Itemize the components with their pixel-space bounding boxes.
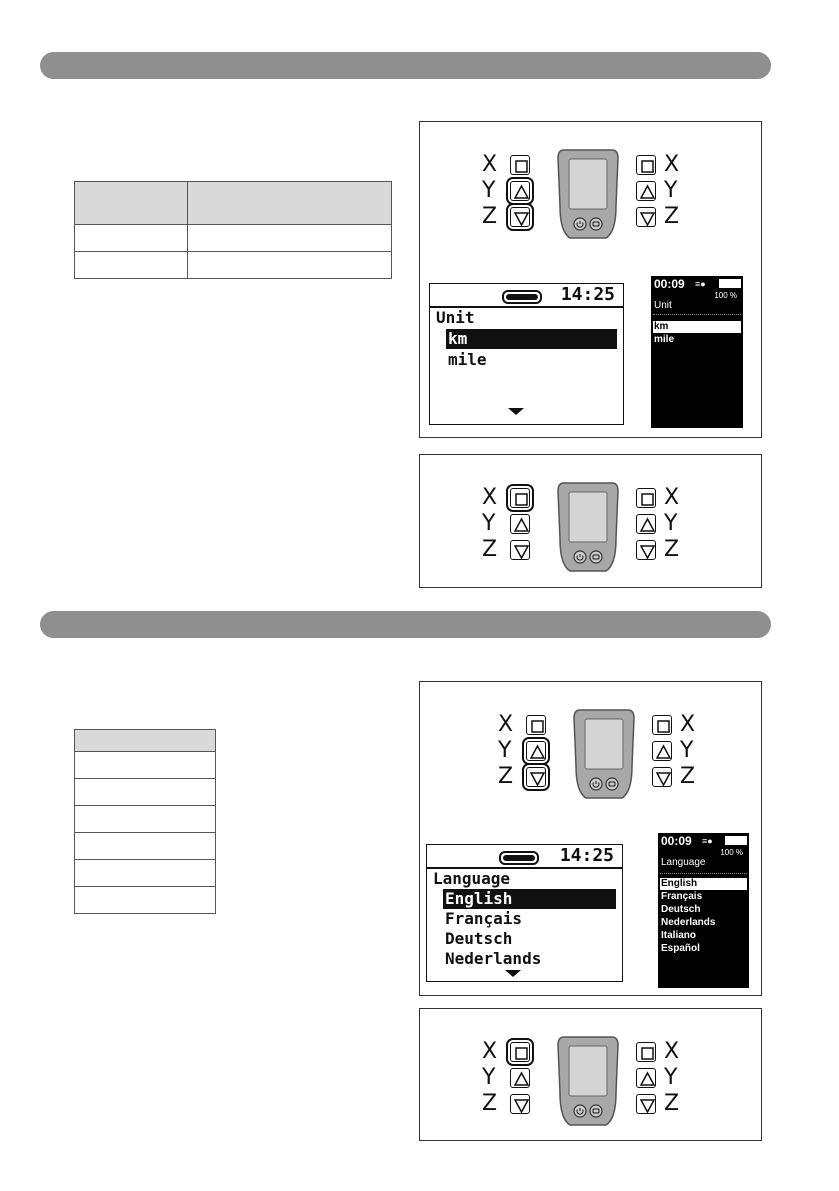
right-key-row-y (636, 1065, 696, 1091)
dark-item: mile (654, 334, 675, 345)
dark-divider (653, 314, 741, 315)
down-key-right[interactable] (636, 1094, 656, 1114)
key-letter: Z (482, 537, 498, 562)
panel-language-select (419, 681, 762, 996)
key-letter: Z (498, 764, 514, 789)
up-key-right[interactable] (636, 514, 656, 534)
scroll-down-arrow-icon (505, 970, 521, 977)
table-cell (75, 752, 216, 779)
square-icon (655, 718, 672, 735)
light-icon: ≡● (695, 279, 706, 289)
section-band-language (40, 611, 771, 638)
lcd-screen-unit (429, 283, 624, 425)
dark-item: km (653, 321, 741, 333)
dark-item: Italiano (661, 930, 697, 941)
battery-icon (719, 279, 741, 288)
cycle-computer-icon (572, 706, 636, 802)
key-letter: X (664, 485, 680, 510)
dark-divider (660, 873, 747, 874)
left-key-row-x (482, 1039, 542, 1065)
table-cell (188, 252, 392, 279)
lcd-item-km: km (446, 329, 617, 349)
triangle-down-icon (529, 770, 546, 787)
dark-title: Language (661, 857, 706, 868)
battery-icon (499, 851, 539, 865)
triangle-down-icon (655, 770, 672, 787)
triangle-down-icon (513, 543, 530, 560)
color-display-language (658, 833, 749, 988)
triangle-up-icon (513, 1071, 530, 1088)
lcd-item-nederlands: Nederlands (445, 949, 542, 968)
key-letter: X (482, 485, 498, 510)
dark-item: English (660, 878, 747, 890)
key-letter: X (664, 152, 680, 177)
down-key-right[interactable] (636, 207, 656, 227)
key-letter: Y (664, 1065, 678, 1090)
key-letter: Y (498, 738, 512, 763)
triangle-up-icon (513, 184, 530, 201)
panel-unit-confirm (419, 454, 762, 588)
dark-item: Deutsch (661, 904, 701, 915)
key-letter: Y (482, 1065, 496, 1090)
scroll-down-arrow-icon (508, 408, 524, 415)
light-icon: ≡● (702, 836, 713, 846)
right-key-row-y (636, 178, 696, 204)
right-key-row-y (636, 511, 696, 537)
left-key-row-x (482, 485, 542, 511)
left-key-row-z (482, 204, 542, 230)
triangle-up-icon (639, 184, 656, 201)
lcd-item-deutsch: Deutsch (445, 929, 513, 948)
key-letter: Y (680, 738, 694, 763)
key-letter: Z (482, 1091, 498, 1116)
right-key-row-z (636, 537, 696, 563)
key-letter: X (680, 712, 696, 737)
key-letter: Z (482, 204, 498, 229)
table-cell (75, 806, 216, 833)
triangle-up-icon (529, 744, 546, 761)
square-icon (529, 718, 546, 735)
square-icon (639, 158, 656, 175)
triangle-down-icon (639, 210, 656, 227)
right-key-row-y (652, 738, 712, 764)
key-letter: Z (680, 764, 696, 789)
square-key-left[interactable] (510, 155, 530, 175)
dark-time: 00:09 (654, 277, 685, 291)
key-letter: Y (482, 511, 496, 536)
square-key-left[interactable] (510, 488, 530, 508)
down-key-left[interactable] (510, 1094, 530, 1114)
down-key-left[interactable] (510, 540, 530, 560)
table-cell (188, 225, 392, 252)
lcd-item-mile: mile (448, 350, 487, 369)
square-icon (513, 158, 530, 175)
lcd-item-francais: Français (445, 909, 523, 928)
unit-table (74, 181, 392, 279)
right-key-row-x (652, 712, 712, 738)
up-key-right[interactable] (636, 1068, 656, 1088)
left-key-row-y (482, 511, 542, 537)
lcd-time: 14:25 (559, 845, 614, 866)
table-cell (75, 225, 188, 252)
right-key-row-x (636, 152, 696, 178)
left-key-row-x (482, 152, 542, 178)
square-key-right[interactable] (636, 155, 656, 175)
key-letter: X (482, 1039, 498, 1064)
triangle-down-icon (513, 1097, 530, 1114)
up-key-right[interactable] (636, 181, 656, 201)
language-table (74, 729, 216, 914)
right-key-row-x (636, 485, 696, 511)
right-key-row-x (636, 1039, 696, 1065)
key-letter: Y (664, 178, 678, 203)
up-key-right[interactable] (652, 741, 672, 761)
dark-time: 00:09 (661, 834, 692, 848)
right-key-row-z (636, 204, 696, 230)
key-letter: Z (664, 537, 680, 562)
triangle-up-icon (513, 517, 530, 534)
battery-icon (502, 290, 542, 304)
left-key-row-y (482, 1065, 542, 1091)
left-key-row-y (498, 738, 558, 764)
square-key-left[interactable] (526, 715, 546, 735)
dark-item: Español (661, 943, 700, 954)
triangle-down-icon (513, 210, 530, 227)
battery-icon (725, 836, 747, 845)
triangle-up-icon (655, 744, 672, 761)
square-key-right[interactable] (636, 488, 656, 508)
up-key-left[interactable] (510, 514, 530, 534)
table-header-cell (75, 182, 188, 225)
up-key-left[interactable] (510, 181, 530, 201)
table-cell (75, 779, 216, 806)
square-icon (639, 491, 656, 508)
battery-percent: 100 % (714, 291, 737, 300)
down-key-right[interactable] (652, 767, 672, 787)
lcd-screen-language (426, 844, 623, 982)
down-key-left[interactable] (510, 207, 530, 227)
left-key-row-z (482, 537, 542, 563)
table-cell (75, 252, 188, 279)
dark-item: Nederlands (661, 917, 716, 928)
up-key-left[interactable] (510, 1068, 530, 1088)
cycle-computer-icon (556, 1033, 620, 1129)
dark-item: Français (661, 891, 703, 902)
square-key-left[interactable] (510, 1042, 530, 1062)
table-header-cell (75, 730, 216, 752)
lcd-item-english: English (443, 889, 616, 909)
key-letter: Z (664, 204, 680, 229)
left-key-row-z (498, 764, 558, 790)
table-cell (75, 887, 216, 914)
right-key-row-z (652, 764, 712, 790)
key-letter: X (498, 712, 514, 737)
down-key-right[interactable] (636, 540, 656, 560)
dark-title: Unit (654, 300, 672, 311)
lcd-time: 14:25 (560, 284, 615, 305)
cycle-computer-icon (556, 479, 620, 575)
up-key-left[interactable] (526, 741, 546, 761)
square-key-right[interactable] (636, 1042, 656, 1062)
square-key-right[interactable] (652, 715, 672, 735)
key-letter: X (482, 152, 498, 177)
cycle-computer-icon (556, 146, 620, 242)
battery-percent: 100 % (720, 848, 743, 857)
panel-unit-select (419, 121, 762, 438)
down-key-left[interactable] (526, 767, 546, 787)
table-cell (75, 860, 216, 887)
lcd-title: Unit (436, 308, 475, 327)
left-key-row-y (482, 178, 542, 204)
key-letter: X (664, 1039, 680, 1064)
left-key-row-z (482, 1091, 542, 1117)
triangle-up-icon (639, 517, 656, 534)
key-letter: Z (664, 1091, 680, 1116)
square-icon (513, 491, 530, 508)
panel-language-confirm (419, 1008, 762, 1141)
table-header-cell (188, 182, 392, 225)
table-cell (75, 833, 216, 860)
right-key-row-z (636, 1091, 696, 1117)
square-icon (639, 1045, 656, 1062)
triangle-down-icon (639, 543, 656, 560)
section-band-unit (40, 52, 771, 79)
left-key-row-x (498, 712, 558, 738)
key-letter: Y (482, 178, 496, 203)
triangle-down-icon (639, 1097, 656, 1114)
key-letter: Y (664, 511, 678, 536)
square-icon (513, 1045, 530, 1062)
lcd-title: Language (433, 869, 511, 888)
triangle-up-icon (639, 1071, 656, 1088)
color-display-unit (651, 276, 743, 428)
